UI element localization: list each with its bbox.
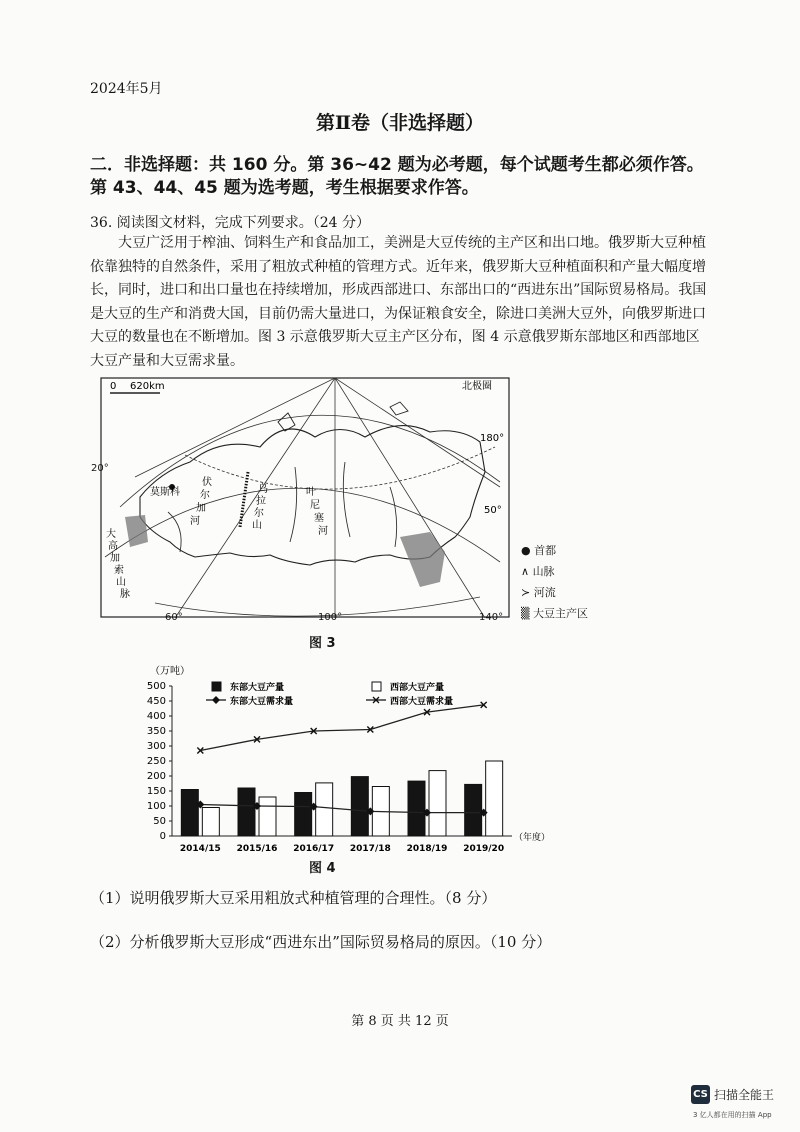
question-36-material: 大豆广泛用于榨油、饲料生产和食品加工，美洲是大豆传统的主产区和出口地。俄罗斯大豆种植依靠独特的自然条件，采用了粗放式种植的管理方式。近年来，俄罗斯大豆种植面积和产量大幅度增长，同时，进口和出口量也在持续增加，形成西部进口、东部出口的“西进东出”国际贸易格局。我国是大豆的生产和消费大国，目前仍需大量进口，为保证粮食安全，除进口美洲大豆外，向俄罗斯进口大豆的数量也在不断增加。图 3 示意俄罗斯大豆主产区分布，图 4 示意俄罗斯东部地区和西部地区大豆产量和大豆需求量。 (90, 235, 707, 369)
soybean-chart (130, 662, 550, 857)
map-text: 加 (110, 553, 120, 564)
map-text: 拉 (256, 496, 266, 507)
map-text: 加 (196, 503, 206, 514)
map-lon60-label: 60° (165, 612, 183, 623)
legend-marker (212, 696, 220, 704)
map-text: 尼 (310, 500, 320, 511)
camscanner-name: 扫描全能王 (714, 1088, 775, 1102)
sub-question-1: （1）说明俄罗斯大豆采用粗放式种植管理的合理性。（8 分） (90, 889, 497, 907)
y-tick-label: 300 (146, 741, 166, 752)
bar-east-production (465, 784, 482, 836)
bar-west-production (429, 771, 446, 836)
legend-item-mountain: ∧ 山脉 (521, 565, 555, 578)
map-text: 乌 (258, 484, 268, 495)
map-text: 大 (106, 529, 116, 540)
legend-item-soybean-area: ▒ 大豆主产区 (521, 607, 588, 620)
y-tick-label: 500 (146, 681, 166, 692)
bar-east-production (351, 777, 368, 836)
russia-soybean-map (100, 377, 510, 618)
camscanner-logo: CS (691, 1085, 710, 1104)
map-scale-label: 620km (130, 381, 165, 392)
map-text: 塞 (314, 513, 324, 524)
x-axis-label: （年度） (514, 833, 550, 843)
section-instructions-line2: 第 43、44、45 题为选考题，考生根据要求作答。 (90, 178, 479, 198)
map-text: 伏 (202, 477, 212, 488)
map-lon100-label: 100° (318, 612, 343, 623)
y-tick-label: 0 (159, 831, 166, 842)
y-tick-label: 200 (146, 771, 166, 782)
legend-label: 东部大豆产量 (230, 683, 285, 693)
x-tick-label: 2017/18 (349, 844, 391, 854)
map-city-moscow: 莫斯科 (150, 487, 180, 498)
y-tick-label: 250 (146, 756, 166, 767)
legend-swatch (372, 682, 381, 691)
map-lon180-label: 180° (480, 433, 505, 444)
question-36-title: 36. 阅读图文材料，完成下列要求。（24 分） (90, 215, 370, 231)
map-text: 高 (108, 541, 118, 552)
legend-item-capital: ● 首都 (521, 544, 557, 557)
line-west-demand (200, 705, 483, 751)
legend-item-river: ≻ 河流 (521, 586, 556, 599)
page-number: 第 8 页 共 12 页 (351, 1014, 449, 1029)
x-tick-label: 2015/16 (236, 844, 278, 854)
volume-title: 第Ⅱ卷（非选择题） (315, 112, 484, 134)
legend-label: 西部大豆需求量 (390, 697, 454, 707)
section-instructions-line1: 二．非选择题：共 160 分。第 36~42 题为必考题，每个试题考生都必须作答。 (90, 155, 704, 175)
map-text: 山 (116, 577, 126, 588)
sub-question-2: （2）分析俄罗斯大豆形成“西进东出”国际贸易格局的原因。（10 分） (90, 933, 552, 951)
y-tick-label: 450 (146, 696, 166, 707)
map-polar-label: 北极圈 (462, 381, 492, 392)
y-tick-label: 50 (153, 816, 166, 827)
bar-east-production (238, 788, 255, 836)
map-scale-zero: 0 (110, 381, 117, 392)
map-text: 尔 (200, 490, 210, 501)
exam-date: 2024年5月 (90, 81, 163, 97)
y-tick-label: 100 (146, 801, 166, 812)
x-tick-label: 2014/15 (179, 844, 221, 854)
bar-west-production (486, 761, 503, 836)
figure-3-caption: 图 3 (309, 636, 336, 651)
map-text: 叶 (306, 487, 316, 498)
x-tick-label: 2019/20 (463, 844, 505, 854)
map-text: 河 (318, 526, 328, 537)
map-text: 山 (252, 520, 262, 531)
map-lat50-label: 50° (484, 505, 502, 516)
map-text: 尔 (254, 508, 264, 519)
y-tick-label: 150 (146, 786, 166, 797)
y-tick-label: 400 (146, 711, 166, 722)
y-axis-label: （万吨） (150, 666, 190, 677)
map-lon140-label: 140° (479, 612, 504, 623)
map-text: 河 (190, 516, 200, 527)
legend-label: 西部大豆产量 (390, 683, 445, 693)
bar-west-production (259, 797, 276, 836)
map-legend (521, 540, 588, 624)
camscanner-tagline: 3 亿人都在用的扫描 App (693, 1111, 772, 1119)
map-lat20-label: 20° (91, 463, 109, 474)
x-tick-label: 2016/17 (293, 844, 335, 854)
y-tick-label: 350 (146, 726, 166, 737)
figure-4-caption: 图 4 (309, 861, 336, 876)
map-text: 脉 (120, 589, 130, 600)
x-tick-label: 2018/19 (406, 844, 448, 854)
bar-west-production (316, 783, 333, 836)
legend-label: 东部大豆需求量 (230, 697, 294, 707)
map-text: 索 (114, 565, 124, 576)
bar-east-production (181, 790, 198, 837)
bar-east-production (295, 793, 312, 837)
bar-west-production (202, 808, 219, 837)
legend-swatch (212, 682, 221, 691)
bar-east-production (408, 781, 425, 836)
